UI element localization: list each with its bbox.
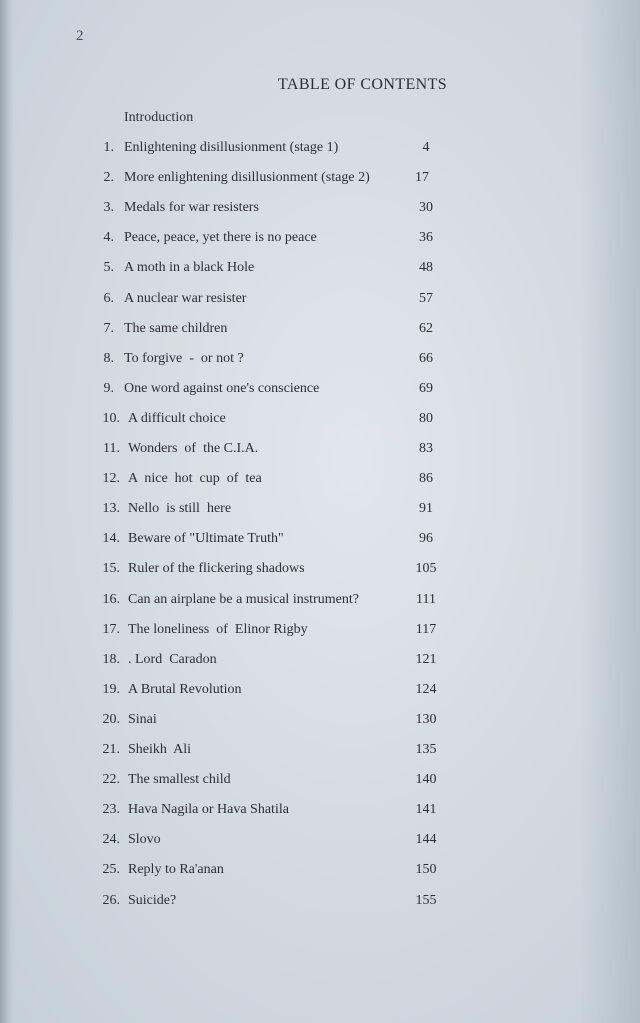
toc-entry-page: 124 [415,681,437,697]
toc-entry [0,381,640,403]
toc-entry-number: 2. [103,170,114,186]
toc-entry-page: 66 [419,350,433,366]
toc-entry-number: 11. [103,441,120,456]
toc-entry-page: 86 [419,471,433,487]
toc-entry-page: 117 [415,621,437,637]
toc-entry-number: 22. [102,772,120,788]
toc-entry-number: 1. [103,140,114,155]
toc-entry-title: Hava Nagila or Hava Shatila [128,802,289,818]
toc-entry-page: 48 [419,260,433,276]
toc-entry-number: 26. [102,892,120,908]
toc-entry-title: Ruler of the flickering shadows [128,561,305,577]
toc-entry-title: A Brutal Revolution [128,681,242,697]
toc-entry-title: A nice hot cup of tea [128,471,262,487]
toc-entry-title: Suicide? [128,892,177,908]
toc-entry [0,140,640,162]
toc-entry-title: Reply to Ra'anan [128,862,224,878]
toc-entry-number: 12. [102,471,120,487]
toc-entry-page: 69 [419,380,433,396]
toc-entry-number: 9. [103,380,114,396]
toc-entry [0,471,640,493]
toc-entry-page: 91 [419,501,433,517]
toc-entry [0,652,640,674]
toc-entry-number: 25. [102,862,120,878]
page-title: TABLE OF CONTENTS [278,76,448,93]
toc-entry [0,561,640,583]
toc-entry-title: Enlightening disillusionment (stage 1) [124,140,339,155]
toc-entry-page: 36 [419,230,433,246]
toc-introduction: Introduction [124,110,194,125]
toc-entry [0,200,640,222]
toc-entry-number: 6. [103,290,114,306]
toc-entry-number: 15. [102,561,120,577]
toc-entry [0,411,640,433]
toc-entry-title: Peace, peace, yet there is no peace [124,230,317,246]
toc-entry-title: A difficult choice [128,410,226,426]
toc-entry-number: 7. [103,320,114,336]
toc-entry-page: 62 [419,320,433,336]
toc-entry-number: 18. [102,651,120,667]
toc-entry [0,351,640,373]
toc-entry-page: 30 [419,200,433,216]
toc-entry-title: A moth in a black Hole [124,260,255,276]
toc-entry [0,592,640,614]
toc-entry-title: Sinai [128,711,157,727]
toc-entry-page: 111 [416,591,436,607]
toc-entry-title: Beware of "Ultimate Truth" [128,531,284,547]
toc-entry-title: A nuclear war resister [124,290,247,306]
toc-entry-number: 5. [103,260,114,276]
toc-entry-number: 21. [102,742,120,757]
toc-entry-title: Can an airplane be a musical instrument? [128,591,359,607]
toc-entry-number: 19. [102,681,120,697]
toc-entry-title: . Lord Caradon [128,651,217,667]
toc-entry [0,862,640,884]
toc-entry-title: Slovo [128,832,161,848]
toc-entry-title: Nello is still here [128,501,232,517]
toc-entry-page: 80 [419,410,433,426]
toc-entry [0,893,640,915]
toc-entry [0,441,640,463]
toc-entry-page: 155 [415,892,437,908]
toc-entry-page: 96 [419,531,433,547]
toc-entry-page: 130 [415,711,437,727]
toc-entry-number: 20. [102,711,120,727]
toc-entry-page: 4 [422,140,430,155]
toc-entry [0,772,640,794]
toc-entry [0,682,640,704]
toc-entry-page: 144 [415,832,437,848]
toc-entry [0,832,640,854]
toc-entry-number: 14. [102,531,120,547]
toc-entry [0,230,640,252]
toc-entry [0,260,640,282]
toc-entry-number: 24. [102,832,120,848]
toc-entry-page: 83 [419,441,433,456]
toc-entry-page: 57 [419,290,433,306]
toc-entry-title: The loneliness of Elinor Rigby [128,621,308,637]
toc-entry [0,501,640,523]
toc-entry-page: 150 [415,862,437,878]
toc-entry-page: 105 [415,561,437,577]
toc-entry-title: Wonders of the C.I.A. [128,441,259,456]
toc-entry-number: 10. [102,410,120,426]
toc-entry-number: 8. [103,350,114,366]
toc-entry-title: To forgive - or not ? [124,350,244,366]
toc-entry-number: 13. [102,501,120,517]
toc-entry-page: 140 [415,772,437,788]
toc-entry-number: 23. [102,802,120,818]
toc-entry [0,622,640,644]
toc-entry [0,170,640,192]
toc-entry [0,531,640,553]
toc-entry-page: 141 [415,802,437,818]
toc-entry-page: 135 [415,742,437,757]
toc-entry-number: 4. [103,230,114,246]
toc-entry-number: 16. [102,591,120,607]
toc-entry-number: 17. [102,621,120,637]
toc-entry [0,321,640,343]
toc-entry-title: The same children [124,320,228,336]
toc-entry-title: The smallest child [128,772,231,788]
toc-entry-title: Medals for war resisters [124,200,259,216]
toc-entry [0,291,640,313]
toc-entry-title: More enlightening disillusionment (stage 2) [124,170,370,186]
toc-entry-number: 3. [103,200,114,216]
toc-entry [0,712,640,734]
toc-entry-page: 17 [415,170,429,186]
toc-entry-title: Sheikh Ali [128,742,192,757]
toc-entry-title: One word against one's conscience [124,380,320,396]
page-number: 2 [76,28,84,44]
toc-entry-page: 121 [415,651,437,667]
toc-entry [0,802,640,824]
toc-entry [0,742,640,764]
